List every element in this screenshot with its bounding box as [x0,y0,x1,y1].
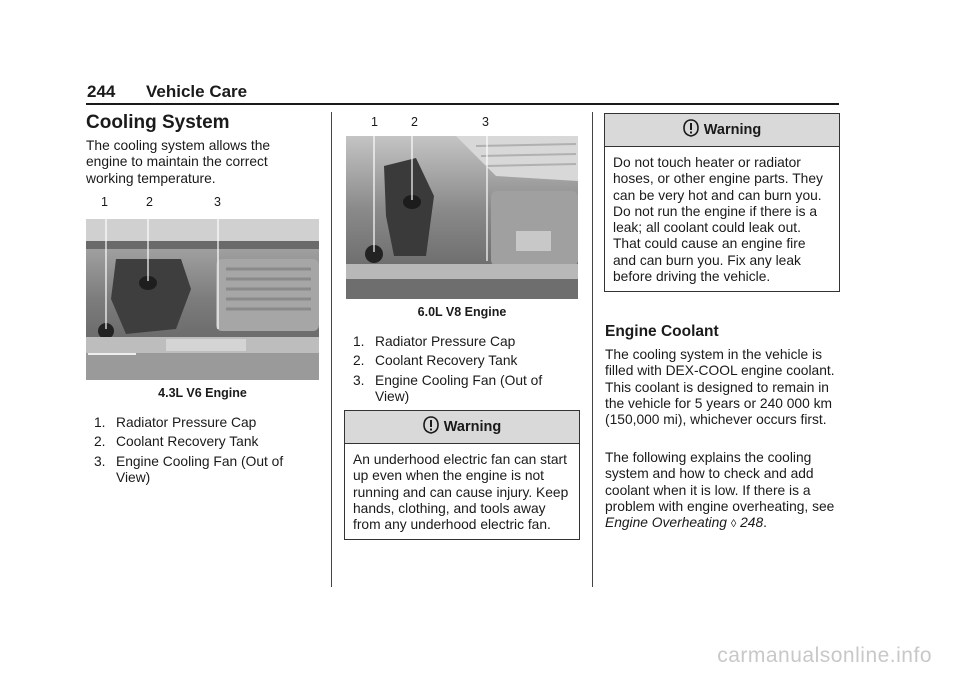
cooling-system-intro: The cooling system allows the engine to maintain the correct working temperature. [86,138,271,186]
warning-title: Warning [443,419,502,435]
callout-1: 1 [371,115,378,129]
column-divider-2 [592,112,593,587]
callout-1: 1 [101,195,108,209]
callout-2: 2 [146,195,153,209]
list-item-text: Radiator Pressure Cap [375,334,516,349]
heat-warning-box [604,113,840,292]
list-item-number: 2. [353,353,365,369]
column-divider-1 [331,112,332,587]
fan-warning-box [344,410,580,540]
engine-coolant-paragraph-2 [605,450,837,532]
cooling-system-heading: Cooling System [86,112,230,133]
engine-photo-v8 [346,136,578,299]
page-number: 244 [87,82,116,101]
paragraph-text: The following explains the cooling system and how to check and add coolant when it is low. If there is a problem with engine overheating, see [605,450,835,514]
warning-icon [683,117,699,149]
image-caption-v8: 6.0L V8 Engine [417,305,507,319]
list-item [86,454,306,487]
list-item-number: 1. [94,415,106,430]
warning-text: An underhood electric fan can start up even when the engine is not running and can cause injury. Keep hands, clothing, and tools away from any underhood electric fan. [353,452,569,533]
engine-photo-v8-illustration [346,136,578,299]
component-list-v8 [345,334,570,408]
list-item-number: 2. [94,434,106,450]
list-item [345,334,570,350]
section-title: Vehicle Care [146,82,248,101]
list-item [86,434,306,450]
warning-text: Do not touch heater or radiator hoses, or other engine parts. They can be very hot and can burn you. Do not run the engine if there is a leak; all coolant could leak out. That could cause an engine fire and can burn you. Fix any leak before driving the vehicle. [613,155,823,285]
image-caption-v6: 4.3L V6 Engine [158,386,247,400]
engine-coolant-paragraph-1: The cooling system in the vehicle is filled with DEX-COOL engine coolant. This coolant is designed to remain in the vehicle for 5 years or 240 000 km (150,000 mi), whichever occurs first. [605,347,835,428]
list-item-number: 1. [353,334,365,349]
list-item-text: Coolant Recovery Tank [116,434,259,450]
callout-2: 2 [411,115,418,129]
list-item-number: 3. [353,372,365,388]
list-item-text: Engine Cooling Fan (Out of View) [375,372,543,404]
engine-photo-v6 [86,219,319,380]
page-ref-icon: ◊ [730,518,737,531]
callout-3: 3 [214,195,221,209]
warning-icon [423,414,439,446]
list-item-text: Coolant Recovery Tank [375,353,518,369]
watermark: carmanualsonline.info [717,644,932,667]
list-item-number: 3. [94,453,106,469]
callout-3: 3 [482,115,489,129]
list-item [86,415,306,431]
list-item-text: Engine Cooling Fan (Out of View) [116,453,284,485]
list-item-text: Radiator Pressure Cap [116,415,257,430]
engine-coolant-heading: Engine Coolant [605,323,719,340]
engine-photo-v6-illustration [86,219,319,380]
list-item [345,353,570,369]
header-rule [86,103,839,105]
warning-header [605,114,839,147]
list-item [345,373,570,406]
paragraph-end: . [763,515,767,531]
warning-title: Warning [703,122,762,138]
page-ref-number[interactable]: 248 [740,515,764,531]
engine-overheating-link[interactable]: Engine Overheating [605,515,727,531]
warning-header [345,411,579,444]
component-list-v6 [86,415,306,489]
